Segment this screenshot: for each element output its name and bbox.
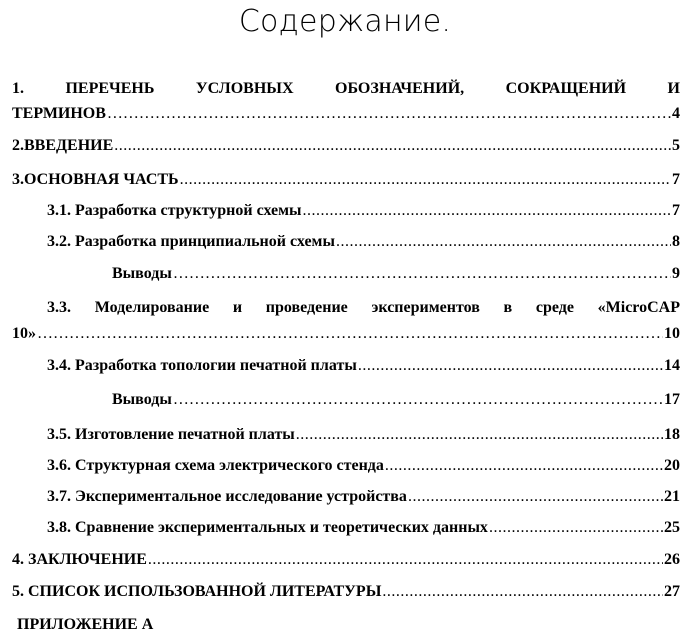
page-title: Содержание.: [238, 4, 452, 39]
dot-leader: [358, 356, 663, 376]
toc-label: 3.ОСНОВНАЯ ЧАСТЬ: [12, 171, 179, 188]
toc-item-5: [12, 582, 680, 602]
toc-label: 3.1. Разработка структурной схемы: [47, 202, 302, 219]
toc-page-number: 8: [672, 233, 680, 250]
toc-word: И: [667, 80, 680, 97]
toc-item-3-4-conclusions: [112, 390, 680, 410]
dot-leader: [489, 518, 663, 538]
toc-label: 10»: [12, 325, 36, 342]
toc-word: ОБОЗНАЧЕНИЙ,: [335, 80, 465, 97]
toc-item-1-line2: [12, 104, 680, 124]
toc-page-number: 7: [672, 171, 680, 188]
toc-page-number: 10: [664, 325, 680, 342]
toc-label: Выводы: [112, 391, 172, 408]
toc-word: УСЛОВНЫХ: [195, 80, 294, 97]
toc-item-3-3-line1: [47, 298, 680, 318]
dot-leader: [173, 264, 671, 284]
dot-leader: [296, 425, 663, 445]
toc-word: проведение: [265, 299, 348, 316]
toc-item-3: [12, 170, 680, 190]
toc-word: Моделирование: [94, 299, 210, 316]
toc-page-number: 5: [672, 137, 680, 154]
toc-word: в: [503, 299, 513, 316]
toc-label: 3.7. Экспериментальное исследование устройства: [47, 488, 407, 505]
toc-page-number: 25: [664, 519, 680, 536]
dot-leader: [114, 136, 671, 156]
toc-label: 3.4. Разработка топологии печатной платы: [47, 357, 357, 374]
toc-item-2: [12, 136, 680, 156]
toc-item-3-1: [47, 201, 680, 221]
toc-label: ПРИЛОЖЕНИЕ А: [17, 616, 154, 633]
toc-page-number: 9: [672, 265, 680, 282]
dot-leader: [148, 550, 663, 570]
toc-item-3-2-conclusions: [112, 264, 680, 284]
toc-page-number: 17: [664, 391, 680, 408]
toc-item-3-5: [47, 425, 680, 445]
toc-item-3-8: [47, 518, 680, 538]
toc-label: 2.ВВЕДЕНИЕ: [12, 137, 114, 154]
toc-label: Выводы: [112, 265, 172, 282]
toc-item-3-2: [47, 232, 680, 252]
toc-appendix: [17, 615, 153, 635]
toc-label: 3.6. Структурная схема электрического стенда: [47, 457, 384, 474]
toc-label: ТЕРМИНОВ: [12, 105, 106, 122]
toc-item-4: [12, 550, 680, 570]
dot-leader: [107, 104, 671, 124]
toc-word: и: [232, 299, 243, 316]
toc-label: 4. ЗАКЛЮЧЕНИЕ: [12, 551, 147, 568]
toc-word: 3.3.: [47, 299, 71, 316]
dot-leader: [303, 201, 671, 221]
toc-word: ПЕРЕЧЕНЬ: [65, 80, 155, 97]
toc-item-3-4: [47, 356, 680, 376]
toc-page-number: 21: [664, 488, 680, 505]
toc-page-number: 7: [672, 202, 680, 219]
dot-leader: [408, 487, 663, 507]
toc-word: экспериментов: [371, 299, 480, 316]
toc-page-number: 4: [672, 105, 680, 122]
toc-word: «MicroCAP: [597, 299, 680, 316]
toc-page-number: 18: [664, 426, 680, 443]
dot-leader: [385, 456, 663, 476]
toc-label: 3.5. Изготовление печатной платы: [47, 426, 295, 443]
toc-item-3-7: [47, 487, 680, 507]
toc-page-number: 26: [664, 551, 680, 568]
toc-word: СОКРАЩЕНИЙ: [505, 80, 627, 97]
toc-page-number: 20: [664, 457, 680, 474]
toc-word: 1.: [12, 80, 24, 97]
toc-item-1-line1: [12, 79, 680, 99]
toc-word: среде: [535, 299, 574, 316]
toc-page-number: 14: [664, 357, 680, 374]
dot-leader: [382, 582, 663, 602]
dot-leader: [173, 390, 663, 410]
toc-page-number: 27: [664, 583, 680, 600]
dot-leader: [37, 324, 663, 344]
dot-leader: [336, 232, 671, 252]
toc-label: 3.2. Разработка принципиальной схемы: [47, 233, 335, 250]
dot-leader: [180, 170, 671, 190]
toc-label: 5. СПИСОК ИСПОЛЬЗОВАННОЙ ЛИТЕРАТУРЫ: [12, 583, 382, 600]
toc-label: 3.8. Сравнение экспериментальных и теоретических данных: [47, 519, 488, 536]
toc-item-3-6: [47, 456, 680, 476]
toc-item-3-3-line2: [12, 324, 680, 344]
